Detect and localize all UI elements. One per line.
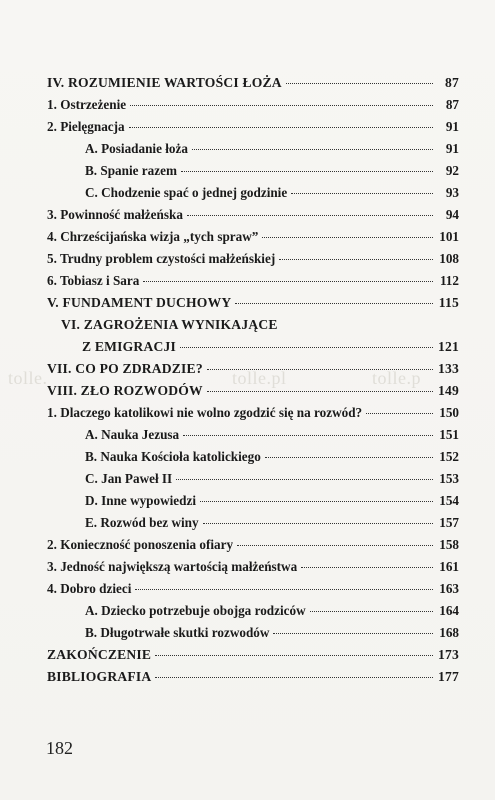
dot-leader bbox=[207, 369, 433, 370]
toc-entry bbox=[47, 427, 459, 449]
toc-entry bbox=[47, 317, 459, 339]
toc-entry-title: 1. Dlaczego katolikowi nie wolno zgodzić się na rozwód? bbox=[47, 405, 363, 420]
toc-entry-title: A. Dziecko potrzebuje obojga rodziców bbox=[85, 603, 306, 618]
watermark: tolle.pl bbox=[232, 368, 287, 388]
toc-entry bbox=[47, 207, 459, 229]
watermark: tolle. bbox=[8, 368, 48, 388]
toc-entry-page: 164 bbox=[439, 603, 459, 618]
dot-leader bbox=[366, 413, 433, 414]
toc-entry-title: 6. Tobiasz i Sara bbox=[47, 273, 140, 288]
dot-leader bbox=[183, 435, 433, 436]
dot-leader bbox=[192, 149, 433, 150]
toc-entry bbox=[47, 537, 459, 559]
dot-leader bbox=[181, 171, 433, 172]
toc-entry bbox=[47, 493, 459, 515]
dot-leader bbox=[203, 523, 433, 524]
toc-entry bbox=[47, 625, 459, 647]
toc-entry-page: 154 bbox=[439, 493, 459, 508]
toc-entry-title: 4. Dobro dzieci bbox=[47, 581, 132, 596]
dot-leader bbox=[262, 237, 433, 238]
dot-leader bbox=[235, 303, 433, 304]
toc-entry-title: 1. Ostrzeżenie bbox=[47, 97, 127, 112]
watermark: tolle.p bbox=[372, 368, 421, 388]
toc-entry-title: B. Długotrwałe skutki rozwodów bbox=[85, 625, 270, 640]
toc-entry-title: C. Chodzenie spać o jednej godzinie bbox=[85, 185, 288, 200]
toc-entry-title: BIBLIOGRAFIA bbox=[47, 669, 152, 684]
toc-entry bbox=[47, 97, 459, 119]
dot-leader bbox=[143, 281, 433, 282]
toc-entry-title: VIII. ZŁO ROZWODÓW bbox=[47, 383, 203, 398]
toc-entry-title: E. Rozwód bez winy bbox=[85, 515, 199, 530]
toc-entry-title: 4. Chrześcijańska wizja „tych spraw” bbox=[47, 229, 259, 244]
toc-entry bbox=[47, 603, 459, 625]
toc-entry-title: D. Inne wypowiedzi bbox=[85, 493, 197, 508]
dot-leader bbox=[200, 501, 433, 502]
toc-entry-page: 112 bbox=[439, 273, 459, 288]
toc-entry-page: 87 bbox=[445, 97, 459, 112]
toc-entry-page: 153 bbox=[439, 471, 459, 486]
toc-entry bbox=[47, 119, 459, 141]
toc-entry-page: 173 bbox=[438, 647, 459, 662]
toc-entry-title: ZAKOŃCZENIE bbox=[47, 647, 152, 662]
toc-entry-title: 3. Jedność największą wartością małżeństwa bbox=[47, 559, 298, 574]
toc-entry-page: 93 bbox=[445, 185, 459, 200]
toc-entry-page: 163 bbox=[439, 581, 459, 596]
dot-leader bbox=[273, 633, 433, 634]
dot-leader bbox=[176, 479, 433, 480]
dot-leader bbox=[155, 655, 433, 656]
toc-entry bbox=[47, 295, 459, 317]
toc-entry-page: 150 bbox=[439, 405, 459, 420]
toc-entry bbox=[47, 515, 459, 537]
toc-entry-page: 158 bbox=[439, 537, 459, 552]
dot-leader bbox=[135, 589, 433, 590]
toc-entry bbox=[47, 405, 459, 427]
toc-entry bbox=[47, 339, 459, 361]
toc-entry-page: 161 bbox=[439, 559, 459, 574]
dot-leader bbox=[155, 677, 433, 678]
toc-entry bbox=[47, 141, 459, 163]
toc-entry-page: 121 bbox=[438, 339, 459, 354]
toc-entry bbox=[47, 251, 459, 273]
toc-entry-title: B. Spanie razem bbox=[85, 163, 177, 178]
toc-entry bbox=[47, 669, 459, 691]
toc-entry bbox=[47, 75, 459, 97]
toc-entry-title: VII. CO PO ZDRADZIE? bbox=[47, 361, 203, 376]
toc-entry-title: 3. Powinność małżeńska bbox=[47, 207, 183, 222]
toc-entry-title: V. FUNDAMENT DUCHOWY bbox=[47, 295, 232, 310]
toc-entry-page: 115 bbox=[438, 295, 459, 310]
toc-entry-page: 177 bbox=[438, 669, 459, 684]
toc-entry bbox=[47, 449, 459, 471]
toc-entry-title: A. Nauka Jezusa bbox=[85, 427, 180, 442]
dot-leader bbox=[291, 193, 433, 194]
toc-entry bbox=[47, 383, 459, 405]
toc-entry-title: A. Posiadanie łoża bbox=[85, 141, 188, 156]
toc-entry bbox=[47, 559, 459, 581]
toc-entry-page: 108 bbox=[439, 251, 459, 266]
toc-entry-title: 2. Pielęgnacja bbox=[47, 119, 125, 134]
toc-entry-page: 151 bbox=[439, 427, 459, 442]
toc-entry-page: 101 bbox=[439, 229, 459, 244]
dot-leader bbox=[129, 127, 433, 128]
toc-entry bbox=[47, 229, 459, 251]
dot-leader bbox=[237, 545, 433, 546]
toc-entry bbox=[47, 647, 459, 669]
toc-entry-page: 92 bbox=[445, 163, 459, 178]
dot-leader bbox=[207, 391, 433, 392]
toc-entry-title: 5. Trudny problem czystości małżeńskiej bbox=[47, 251, 276, 266]
toc-entry-title: 2. Konieczność ponoszenia ofiary bbox=[47, 537, 234, 552]
toc-entry bbox=[47, 273, 459, 295]
dot-leader bbox=[286, 83, 433, 84]
toc-entry bbox=[47, 163, 459, 185]
dot-leader bbox=[187, 215, 433, 216]
table-of-contents bbox=[47, 75, 459, 691]
dot-leader bbox=[180, 347, 433, 348]
toc-entry-title: VI. ZAGROŻENIA WYNIKAJĄCE bbox=[61, 317, 278, 332]
toc-entry-page: 152 bbox=[439, 449, 459, 464]
toc-entry-page: 91 bbox=[445, 141, 459, 156]
toc-entry-page: 87 bbox=[445, 75, 459, 90]
toc-entry-page: 133 bbox=[438, 361, 459, 376]
dot-leader bbox=[310, 611, 433, 612]
toc-entry bbox=[47, 471, 459, 493]
toc-entry bbox=[47, 361, 459, 383]
toc-entry-title: IV. ROZUMIENIE WARTOŚCI ŁOŻA bbox=[47, 75, 282, 90]
dot-leader bbox=[279, 259, 433, 260]
dot-leader bbox=[130, 105, 433, 106]
toc-entry-page: 168 bbox=[439, 625, 459, 640]
dot-leader bbox=[301, 567, 433, 568]
toc-entry-title: B. Nauka Kościoła katolickiego bbox=[85, 449, 261, 464]
toc-entry-page: 149 bbox=[438, 383, 459, 398]
toc-entry-title: Z EMIGRACJI bbox=[82, 339, 176, 354]
toc-entry-page: 91 bbox=[445, 119, 459, 134]
dot-leader bbox=[265, 457, 433, 458]
toc-entry-page: 157 bbox=[439, 515, 459, 530]
toc-entry-page: 94 bbox=[445, 207, 459, 222]
page-number: 182 bbox=[46, 738, 73, 758]
toc-entry bbox=[47, 185, 459, 207]
toc-entry bbox=[47, 581, 459, 603]
toc-entry-title: C. Jan Paweł II bbox=[85, 471, 173, 486]
